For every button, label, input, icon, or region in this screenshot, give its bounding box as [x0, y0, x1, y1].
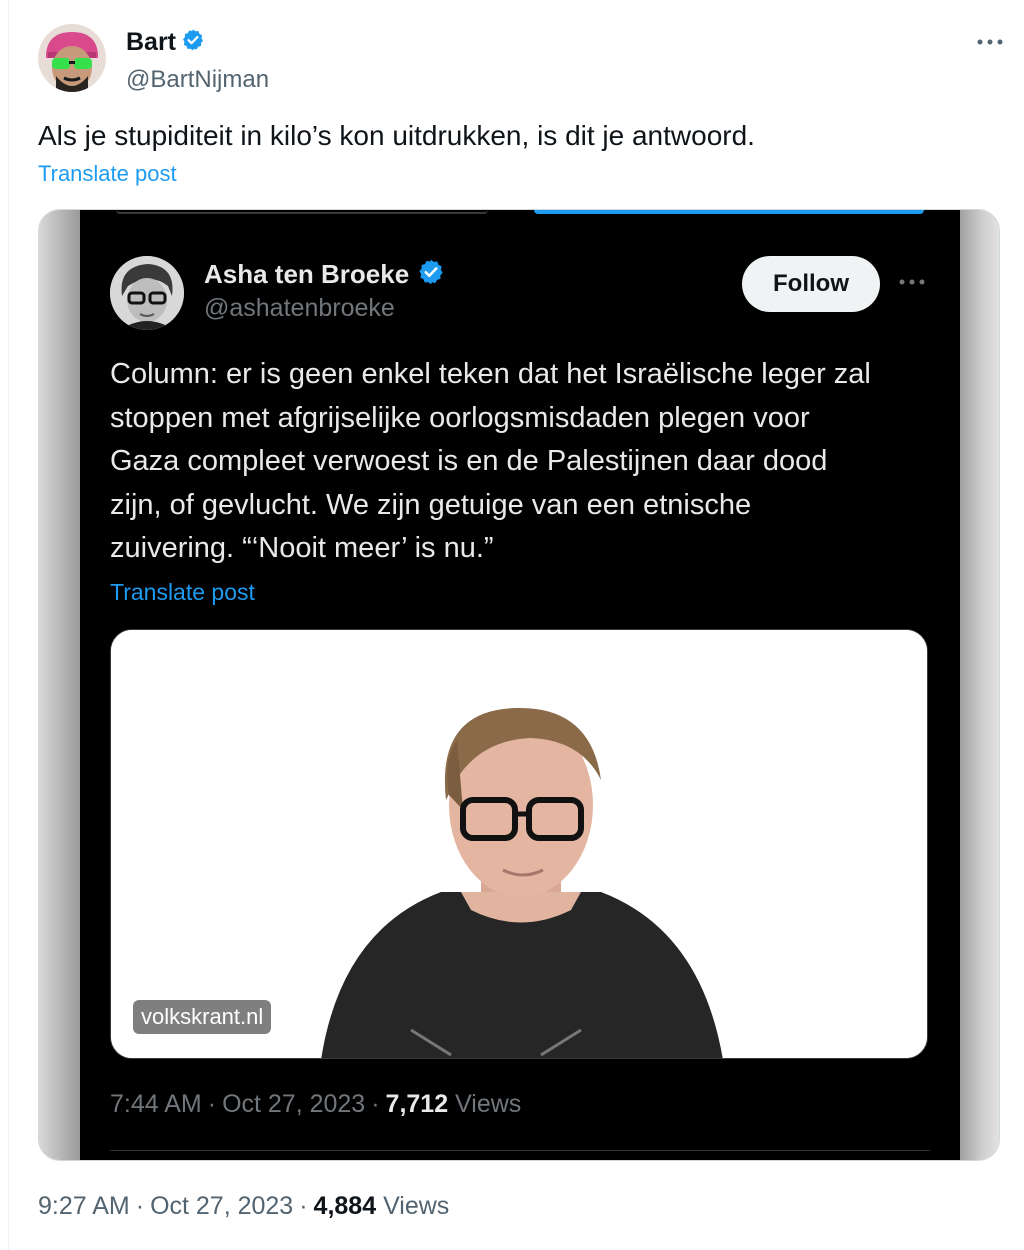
author-name[interactable]: Bart — [126, 28, 177, 56]
author-handle[interactable]: @BartNijman — [126, 66, 270, 93]
tweet-date[interactable]: Oct 27, 2023 — [150, 1192, 294, 1220]
screenshot-blur-right — [958, 210, 999, 1160]
media-source-badge: volkskrant.nl — [133, 1000, 271, 1034]
embedded-translate-link: Translate post — [110, 579, 255, 605]
translate-post-link[interactable]: Translate post — [38, 161, 177, 186]
avatar[interactable] — [38, 24, 106, 92]
follow-button: Follow — [742, 256, 880, 312]
tweet-header — [38, 24, 1008, 94]
embedded-avatar — [110, 256, 184, 330]
meta-separator: · — [135, 1192, 145, 1220]
embedded-author-handle: @ashatenbroeke — [204, 294, 395, 322]
embedded-author-name: Asha ten Broeke — [204, 259, 410, 289]
views-label: Views — [383, 1192, 450, 1220]
embedded-more-options — [892, 268, 932, 296]
cropped-element-right — [534, 210, 924, 214]
embedded-time: 7:44 AM — [110, 1090, 202, 1118]
tweet-media-screenshot[interactable] — [38, 209, 1000, 1161]
divider — [110, 1150, 930, 1151]
timeline-border — [8, 0, 9, 1250]
embedded-date: Oct 27, 2023 — [222, 1090, 366, 1118]
more-options-icon — [898, 278, 926, 286]
meta-separator: · — [371, 1090, 380, 1118]
meta-separator: · — [207, 1090, 217, 1118]
tweet-meta — [38, 1192, 449, 1221]
tweet-time[interactable]: 9:27 AM — [38, 1192, 130, 1220]
embedded-tweet-text: Column: er is geen enkel teken dat het Israëlische leger zal stoppen met afgrijselijke oorlogsmisdaden plegen voor Gaza compleet verwoest is en de Palestijnen daar dood zijn, of gevlucht. We zijn getuige van een etnische zuivering. “‘Nooit meer’ is nu.” — [110, 358, 871, 564]
more-options-button[interactable] — [972, 28, 1008, 56]
meta-separator: · — [299, 1192, 308, 1220]
verified-badge-icon — [417, 258, 445, 291]
tweet-text: Als je stupiditeit in kilo’s kon uitdrukken, is dit je antwoord. — [38, 120, 755, 151]
embedded-tweet — [80, 210, 960, 1161]
cropped-element-left — [116, 210, 488, 214]
views-count: 4,884 — [313, 1192, 377, 1220]
embedded-views-count: 7,712 — [385, 1090, 449, 1118]
embedded-tweet-meta — [110, 1090, 521, 1119]
portrait-photo — [111, 630, 928, 1059]
screenshot-blur-left — [39, 210, 80, 1160]
embedded-media-image — [110, 629, 928, 1059]
verified-badge-icon — [181, 28, 205, 57]
more-options-icon — [976, 38, 1004, 46]
embedded-views-label: Views — [455, 1090, 522, 1118]
